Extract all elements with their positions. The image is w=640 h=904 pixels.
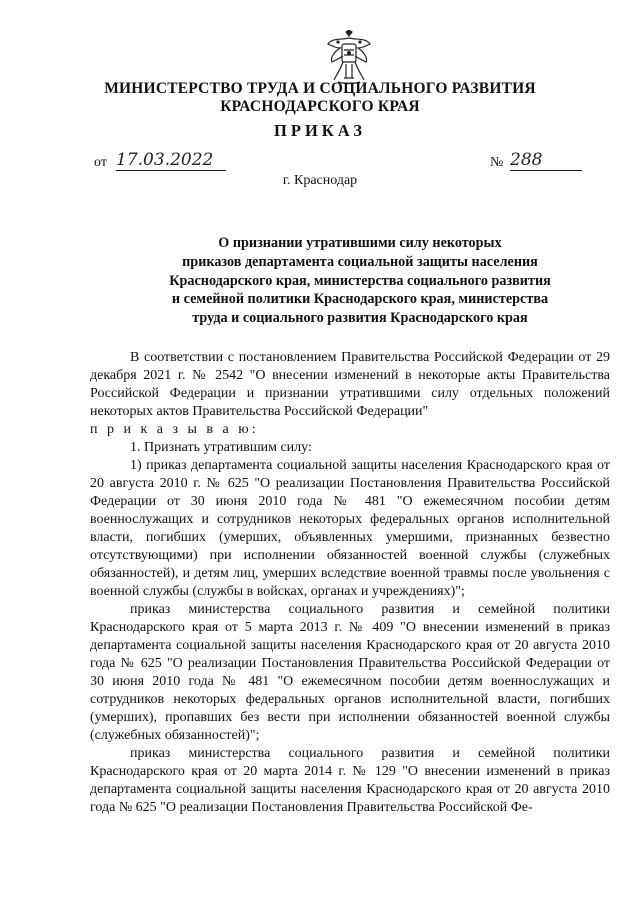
body-paragraph: В соответствии с постановлением Правительства Российской Федерации от 29 декабря 2021 г. № 2542 "О внесении изменений в некоторые акты Правительства Российской Федерации и признании утратившими силу отдельных положений некоторых актов Правительства Российской Федерации" (90, 350, 610, 419)
body-paragraph: 1) приказ департамента социальной защиты населения Краснодарского края от 20 августа 2010 г. № 625 "О реализации Постановления Правительства Российской Федерации от 30 июня 2010 года № 481 "О ежемесячном пособии детям военнослужащих и сотрудников некоторых федеральных органов исполнительной власти, погибших (умерших, объявленных умершими, признанных безвестно отсутствующими) при исполнении обязанностей военной службы (служебных обязанностей), и детям лиц, умерших вследствие военной травмы после увольнения с военной службы (службы в войсках, органах и учреждениях)"; (90, 458, 610, 599)
number-prefix: № (490, 155, 504, 170)
body-paragraph: 1. Признать утратившим силу: (130, 440, 312, 455)
ministry-name (0, 80, 640, 116)
document-title (140, 234, 580, 328)
order-word: п р и к а з ы в а ю: (90, 422, 259, 437)
ministry-line-2: КРАСНОДАРСКОГО КРАЯ (220, 98, 420, 115)
title-line: Краснодарского края, министерства социального развития (169, 272, 551, 289)
document-body (90, 349, 610, 817)
order-title: ПРИКАЗ (274, 121, 366, 140)
date-prefix: от (94, 155, 107, 170)
title-line: и семейной политики Краснодарского края, министерства (171, 291, 549, 308)
order-date: 17.03.2022 (116, 150, 226, 171)
body-paragraph: приказ министерства социального развития и семейной политики Краснодарского края от 20 марта 2014 г. № 129 "О внесении изменений в приказ департамента социальной защиты населения Краснодарского края от 20 августа 2010 года № 625 "О реализации Постановления Правительства Российской Фе- (90, 746, 610, 815)
title-line: труда и социального развития Краснодарского края (192, 310, 528, 327)
city: г. Краснодар (282, 173, 358, 188)
ministry-line-1: МИНИСТЕРСТВО ТРУДА И СОЦИАЛЬНОГО РАЗВИТИЯ (104, 80, 536, 97)
body-paragraph: приказ министерства социального развития и семейной политики Краснодарского края от 5 марта 2013 г. № 409 "О внесении изменений в приказ департамента социальной защиты населения Краснодарского края от 20 августа 2010 года № 625 "О реализации Постановления Правительства Российской Федерации от 30 июня 2010 года № 481 "О ежемесячном пособии детям военнослужащих и сотрудников некоторых федеральных органов исполнительной власти, погибших (умерших), пропавших без вести при исполнении обязанностей военной службы (служебных обязанностей)"; (90, 602, 610, 743)
coat-of-arms-emblem (326, 30, 372, 86)
title-line: О признании утратившими силу некоторых (218, 235, 502, 251)
order-number: 288 (510, 150, 582, 171)
title-line: приказов департамента социальной защиты населения (182, 253, 538, 270)
